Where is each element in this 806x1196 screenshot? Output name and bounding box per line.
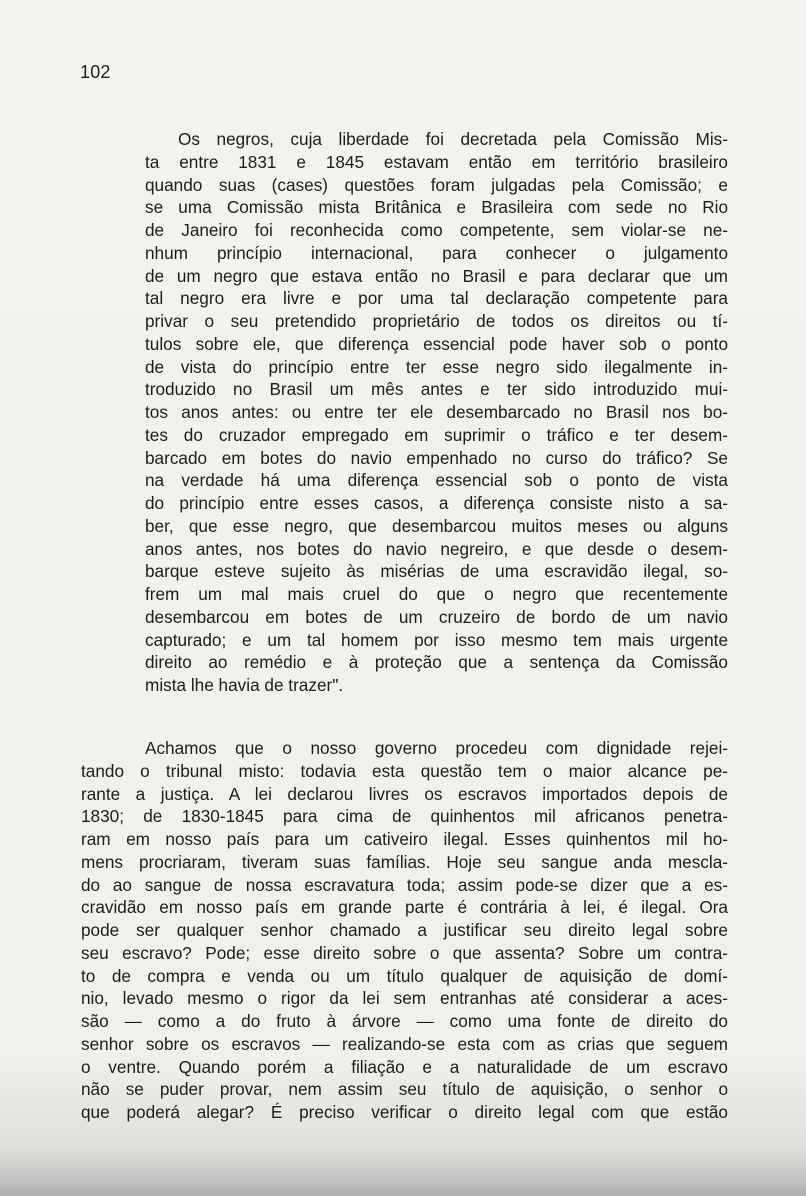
text-line: nio, levado mesmo o rigor da lei sem entranhas até considerar a aces- <box>81 988 728 1009</box>
text-line: não se puder provar, nem assim seu título de aquisição, o senhor o <box>81 1079 728 1100</box>
text-line: cravidão em nosso país em grande parte é contrária à lei, é ilegal. Ora <box>81 897 728 918</box>
text-line: pode ser qualquer senhor chamado a justificar seu direito legal sobre <box>81 920 728 940</box>
text-line: tulos sobre ele, que diferença essencial pode haver sob o ponto <box>145 333 728 354</box>
text-line: privar o seu pretendido proprietário de todos os direitos ou tí- <box>145 311 728 331</box>
quoted-paragraph <box>145 128 728 697</box>
text-line: de um negro que estava então no Brasil e para declarar que um <box>145 265 728 286</box>
text-line: mens procriaram, tiveram suas famílias. Hoje seu sangue anda mescla- <box>81 851 728 872</box>
text-line: senhor sobre os escravos — realizando-se esta com as crias que seguem <box>81 1033 728 1054</box>
text-line: ta entre 1831 e 1845 estavam então em território brasileiro <box>145 151 728 172</box>
text-line: tes do cruzador empregado em suprimir o tráfico e ter desem- <box>145 424 728 445</box>
text-line: nhum princípio internacional, para conhecer o julgamento <box>145 242 728 263</box>
text-line: troduzido no Brasil um mês antes e ter sido introduzido mui- <box>145 379 728 400</box>
text-line: são — como a do fruto à árvore — como uma fonte de direito do <box>81 1011 728 1031</box>
page-edge-shadow <box>0 1150 806 1196</box>
text-line: seu escravo? Pode; esse direito sobre o que assenta? Sobre um contra- <box>81 942 728 963</box>
text-line: direito ao remédio e à proteção que a sentença da Comissão <box>145 652 728 673</box>
text-line: ber, que esse negro, que desembarcou muitos meses ou alguns <box>145 515 728 536</box>
text-line: desembarcou em botes de um cruzeiro de bordo de um navio <box>145 606 728 627</box>
text-line: Achamos que o nosso governo procedeu com dignidade rejei- <box>145 738 728 758</box>
text-line: se uma Comissão mista Britânica e Brasileira com sede no Rio <box>145 197 728 218</box>
text-line: frem um mal mais cruel do que o negro que recentemente <box>145 584 728 604</box>
body-paragraph <box>81 737 728 1124</box>
text-line: rante a justiça. A lei declarou livres os escravos importados depois de <box>81 783 728 804</box>
text-line: barque esteve sujeito às misérias de uma escravidão ilegal, so- <box>145 561 728 582</box>
text-line: Os negros, cuja liberdade foi decretada pela Comissão Mis- <box>178 129 728 149</box>
text-line: do ao sangue de nossa escravatura toda; assim pode-se dizer que a es- <box>81 874 728 895</box>
text-line: do princípio entre esses casos, a diferença consiste nisto a sa- <box>145 493 728 513</box>
text-line: anos antes, nos botes do navio negreiro, e que desde o desem- <box>145 538 728 559</box>
text-line: quando suas (cases) questões foram julgadas pela Comissão; e <box>145 174 728 195</box>
text-line: ram em nosso país para um cativeiro ilegal. Esses quinhentos mil ho- <box>81 829 728 849</box>
text-line: mista lhe havia de trazer". <box>145 675 344 695</box>
text-line: tal negro era livre e por uma tal declaração competente para <box>145 288 728 309</box>
text-line: de Janeiro foi reconhecida como competente, sem violar-se ne- <box>145 220 728 240</box>
text-line: que poderá alegar? É preciso verificar o direito legal com que estão <box>81 1102 728 1122</box>
text-line: barcado em botes do navio empenhado no curso do tráfico? Se <box>145 447 728 468</box>
text-line: 1830; de 1830-1845 para cima de quinhentos mil africanos penetra- <box>81 806 728 827</box>
text-line: tos anos antes: ou entre ter ele desembarcado no Brasil nos bo- <box>145 402 728 422</box>
text-line: tando o tribunal misto: todavia esta questão tem o maior alcance pe- <box>81 760 728 781</box>
text-line: o ventre. Quando porém a filiação e a naturalidade de um escravo <box>81 1056 728 1077</box>
text-line: de vista do princípio entre ter esse negro sido ilegalmente in- <box>145 356 728 377</box>
page-number: 102 <box>80 62 111 82</box>
text-line: na verdade há uma diferença essencial sob o ponto de vista <box>145 470 728 491</box>
text-line: capturado; e um tal homem por isso mesmo tem mais urgente <box>145 629 728 650</box>
text-line: to de compra e venda ou um título qualquer de aquisição de domí- <box>81 965 728 986</box>
